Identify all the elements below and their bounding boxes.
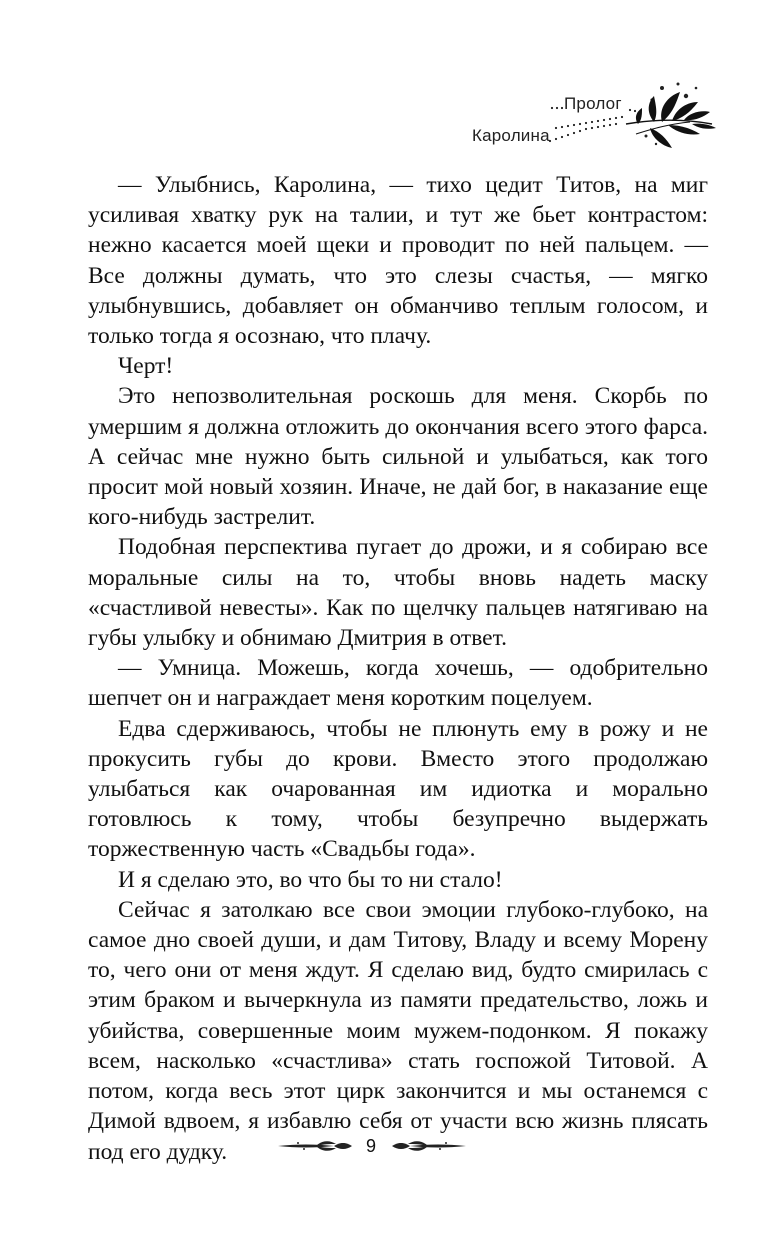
flourish-icon [388,1138,468,1154]
paragraph: — Умница. Можешь, когда хочешь, — одобрительно шепчет он и награждает меня коротким поцелуем. [88,655,708,712]
flourish-icon [276,1138,356,1154]
running-header [440,78,730,158]
floral-branch-icon [440,78,730,158]
chapter-title: Пролог [564,94,622,113]
paragraph: Подобная перспектива пугает до дрожи, и я собираю все моральные силы на то, чтобы вновь надеть маску «счастливой невесты». Как по щелчку пальцев натягиваю на губы улыбку и обнимаю Дмитрия в ответ. [88,534,708,652]
paragraph: И я сделаю это, во что бы то ни стало! [118,866,503,893]
paragraph: Сейчас я затолкаю все свои эмоции глубоко-глубоко, на самое дно своей души, и дам Титову, Владу и всему Морену то, чего они от меня ждут. Я сделаю вид, будто смирилась с этим браком и вычеркнула из памяти предательство, ложь и убийства, совершенные моим мужем-подонком. Я покажу всем, насколько «счастлива» стать госпожой Титовой. А потом, когда весь этот цирк закончится и мы останемся с Димой вдвоем, я избавлю себя от участи всю жизнь плясать под его дудку. [88,896,708,1165]
paragraph: Это непозволительная роскошь для меня. Скорбь по умершим я должна отложить до окончания всего этого фарса. А сейчас мне нужно быть сильной и улыбаться, как того просит мой новый хозяин. Иначе, не дай бог, в наказание еще кого-нибудь застрелит. [88,383,708,531]
page-number: 9 [365,1136,376,1156]
chapter-subtitle: Каролина [472,126,550,145]
paragraph: — Улыбнись, Каролина, — тихо цедит Титов, на миг усиливая хватку рук на талии, и тут же бьет контрастом: нежно касается моей щеки и проводит по ней пальцем. — Все должны думать, что это слезы счастья, — мягко улыбнувшись, добавляет он обманчиво теплым голосом, и только тогда я осознаю, что плачу. [88,172,708,350]
paragraph: Едва сдерживаюсь, чтобы не плюнуть ему в рожу и не прокусить губы до крови. Вместо этого продолжаю улыбаться как очарованная им идиотка и морально готовлюсь к тому, чтобы безупречно выдержать торжественную часть «Свадьбы года». [88,715,708,863]
body-text [88,170,708,1167]
page-footer [0,1128,768,1168]
paragraph: Черт! [118,353,174,380]
